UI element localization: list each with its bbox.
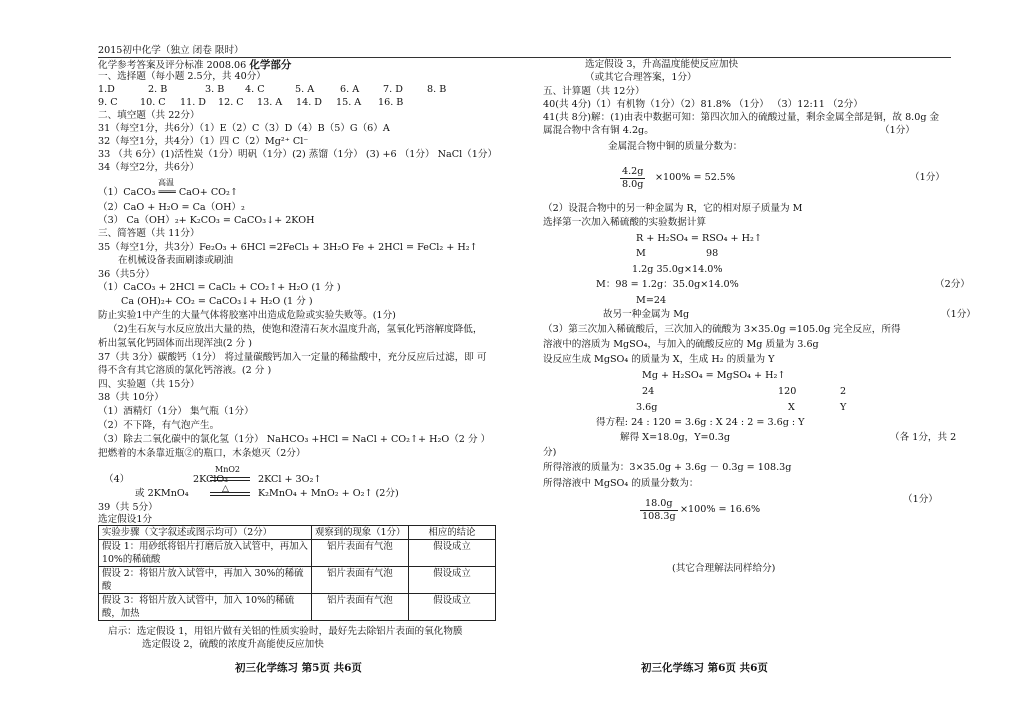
other-methods-note: (其它合理解法同样给分) bbox=[672, 563, 776, 574]
answer-36-1b: Ca (OH)₂+ CO₂ = CaCO₃↓+ H₂O (1 分 ) bbox=[121, 296, 313, 307]
answer-36-1: （1）CaCO₃ + 2HCl = CaCl₂ + CO₂↑+ H₂O (1 分 ) bbox=[98, 282, 341, 293]
fraction-numerator: 18.0g bbox=[640, 498, 678, 511]
section-4-title: 四、实验题（共 15分） bbox=[98, 379, 200, 390]
mc-answer: 3. B bbox=[205, 84, 225, 95]
fraction-result: ×100% = 16.6% bbox=[680, 504, 761, 515]
answer-41: 41(共 8分)解：(1)由表中数据可知：第四次加入的硫酸过量，剩余金属全部是铜，故 8.0g 金 bbox=[543, 112, 940, 123]
equation-2: Mg + H₂SO₄ = MgSO₄ + H₂↑ bbox=[642, 370, 786, 381]
score: （1分） bbox=[903, 494, 938, 505]
mc-answer: 11. D bbox=[180, 97, 206, 108]
answer-37: 37（共 3分）碳酸钙（1分） 将过量碳酸钙加入一定量的稀盐酸中，充分反应后过滤，即 可 bbox=[98, 352, 487, 363]
section-3-title: 三、简答题（共 11分） bbox=[98, 228, 200, 239]
answer-key-label: 化学参考答案及评分标准 2008.06 bbox=[98, 60, 247, 71]
answer-35: 35（每空1分，共3分）Fe₂O₃ + 6HCl =2FeCl₃ + 3H₂O Fe + 2HCl = FeCl₂ + H₂↑ bbox=[98, 242, 478, 253]
score: （1分） bbox=[910, 172, 945, 183]
answer-36-3: （2)生石灰与水反应放出大量的热，使饱和澄清石灰水温度升高，氢氧化钙溶解度降低， bbox=[108, 324, 483, 335]
equation-4: 解得 X=18.0g，Y=0.3g bbox=[620, 432, 730, 443]
mc-answer: 1.D bbox=[98, 84, 115, 95]
fraction-copy bbox=[620, 166, 645, 191]
answer-36: 36（共5分） bbox=[98, 269, 155, 280]
answer-41-h: 设反应生成 MgSO₄ 的质量为 X，生成 H₂ 的质量为 Y bbox=[543, 354, 775, 365]
equation-3: 得方程: 24 : 120 = 3.6g : X 24 : 2 = 3.6g : Y bbox=[596, 417, 805, 428]
equation-product: 2KCl + 3O₂↑ bbox=[258, 474, 322, 485]
score: （1分） bbox=[880, 125, 915, 136]
equation-2-value: 24 bbox=[642, 386, 655, 397]
M-value: M=24 bbox=[636, 295, 667, 306]
catalyst-label: MnO2 bbox=[215, 465, 240, 474]
equation-2-value: 3.6g bbox=[636, 402, 658, 413]
fraction-numerator: 4.2g bbox=[622, 166, 644, 177]
table-header: 观察到的现象（1分） bbox=[312, 526, 409, 540]
answer-38-2: （2）不下降，有气泡产生。 bbox=[98, 420, 220, 431]
equation-line bbox=[210, 495, 250, 496]
equation-2-value: Y bbox=[840, 402, 847, 413]
answer-38-3: （3）除去二氧化碳中的氯化氢（1分） NaHCO₃ +HCl = NaCl + CO₂↑+ H₂O（2 分 ） bbox=[98, 434, 491, 445]
mc-answer: 12. C bbox=[218, 97, 244, 108]
mc-answer: 4. C bbox=[245, 84, 265, 95]
table-row bbox=[99, 594, 496, 621]
answer-41-e: 选择第一次加入稀硫酸的实验数据计算 bbox=[543, 217, 707, 228]
solution-mass: 所得溶液的质量为：3×35.0g + 3.6g － 0.3g = 108.3g bbox=[543, 462, 792, 473]
metal-conclusion: 故另一种金属为 Mg bbox=[603, 309, 690, 320]
answer-38: 38（共 10分） bbox=[98, 392, 164, 403]
answer-36-2: 防止实验1中产生的大量气体将胶塞冲出造成危险或实验失败等。(1分) bbox=[98, 310, 396, 321]
table-cell: 假设 2：将铝片放入试管中，再加入 30%的稀硫酸 bbox=[99, 567, 312, 594]
table-header-row bbox=[99, 526, 496, 540]
score: （2分） bbox=[935, 279, 970, 290]
equation-alt-reactant: 或 2KMnO₄ bbox=[135, 488, 189, 499]
table-header: 实验步骤（文字叙述或图示均可）（2分） bbox=[99, 526, 312, 540]
section-1-title: 一、选择题（每小题 2.5分，共 40分） bbox=[98, 71, 266, 82]
answer-34-3: （3） Ca（OH）₂+ K₂CO₃ = CaCO₃↓+ 2KOH bbox=[98, 215, 315, 226]
answer-35-b: 在机械设备表面刷漆或刷油 bbox=[118, 255, 234, 266]
equation-line bbox=[210, 477, 250, 478]
answer-38-1: （1）酒精灯（1分） 集气瓶（1分） bbox=[98, 406, 254, 417]
right-line-2: （或其它合理答案，1分） bbox=[585, 72, 697, 83]
experiment-table bbox=[98, 525, 496, 621]
table-cell: 假设 1：用砂纸将铝片打磨后放入试管中，再加入 10%的稀硫酸 bbox=[99, 540, 312, 567]
chemistry-part-label: 化学部分 bbox=[249, 59, 292, 71]
answer-36-4: 析出氢氧化钙固体而出现浑浊(2 分 ) bbox=[98, 338, 253, 349]
table-cell: 铝片表面有气泡 bbox=[312, 567, 409, 594]
answer-34-1: （1）CaCO₃ ═══ CaO+ CO₂↑ bbox=[98, 187, 238, 198]
answer-32: 32（每空1分，共4分）（1）四 C（2）Mg²⁺ Cl⁻ bbox=[98, 136, 309, 147]
table-row bbox=[99, 567, 496, 594]
hint-2: 选定假设 2，硫酸的浓度升高能使反应加快 bbox=[142, 639, 324, 650]
answer-39-a: 选定假设1分 bbox=[98, 514, 153, 525]
mc-answer: 14. D bbox=[296, 97, 322, 108]
table-cell: 假设成立 bbox=[409, 540, 496, 567]
answer-41-b: 属混合物中含有铜 4.2g。 bbox=[543, 125, 654, 136]
table-cell: 假设成立 bbox=[409, 567, 496, 594]
equation-2-value: 2 bbox=[840, 386, 847, 397]
equation-1-M: M bbox=[636, 248, 646, 259]
ratio-1: M：98 = 1.2g：35.0g×14.0% bbox=[596, 279, 739, 290]
mc-answer: 10. C bbox=[140, 97, 166, 108]
answer-37-b: 得不含有其它溶质的氯化钙溶液。(2 分 ) bbox=[98, 365, 272, 376]
answer-41-g: 溶液中的溶质为 MgSO₄，与加入的硫酸反应的 Mg 质量为 3.6g bbox=[543, 339, 819, 350]
mc-answer: 6. A bbox=[340, 84, 360, 95]
answer-38-4-label: （4） bbox=[104, 474, 130, 485]
mc-answer: 15. A bbox=[336, 97, 362, 108]
fraction-denominator: 108.3g bbox=[642, 511, 676, 522]
mc-answer: 9. C bbox=[98, 97, 118, 108]
table-cell: 铝片表面有气泡 bbox=[312, 540, 409, 567]
mc-answer: 13. A bbox=[257, 97, 283, 108]
equation-reactant: 2KClO₃ bbox=[193, 474, 229, 485]
equation-1-mass: 1.2g 35.0g×14.0% bbox=[632, 264, 723, 275]
hint-1: 启示：选定假设 1，用铝片做有关铝的性质实验时，最好先去除铝片表面的氧化物膜 bbox=[108, 626, 463, 637]
right-line-1: 选定假设 3，升高温度能使反应加快 bbox=[585, 59, 739, 70]
solution-fraction-label: 所得溶液中 MgSO₄ 的质量分数为： bbox=[543, 478, 699, 489]
footer-right: 初三化学练习 第6页 共6页 bbox=[641, 662, 768, 674]
reaction-condition: 高温 bbox=[158, 178, 174, 187]
table-cell: 假设成立 bbox=[409, 594, 496, 621]
equation-alt-product: K₂MnO₄ + MnO₂ + O₂↑ (2分) bbox=[258, 488, 399, 499]
footer-left: 初三化学练习 第5页 共6页 bbox=[235, 662, 362, 674]
answer-41-c: 金属混合物中铜的质量分数为： bbox=[608, 141, 743, 152]
answer-41-d: （2）设混合物中的另一种金属为 R，它的相对原子质量为 M bbox=[543, 203, 803, 214]
section-5-title: 五、计算题（共 12分） bbox=[543, 86, 645, 97]
header-rule bbox=[98, 57, 951, 58]
answer-31: 31（每空1分，共6分）（1）E（2）C（3）D（4）B（5）G（6）A bbox=[98, 123, 390, 134]
heat-triangle-icon: △ bbox=[222, 484, 229, 494]
mc-answer: 2. B bbox=[148, 84, 168, 95]
mc-answer: 7. D bbox=[383, 84, 403, 95]
table-header: 相应的结论 bbox=[409, 526, 496, 540]
equation-line bbox=[210, 492, 250, 493]
fraction-denominator: 8.0g bbox=[622, 179, 644, 190]
section-2-title: 二、填空题（共 22分） bbox=[98, 110, 200, 121]
table-cell: 假设 3：将铝片放入试管中，加入 10%的稀硫酸，加热 bbox=[99, 594, 312, 621]
score-cont: 分) bbox=[543, 447, 557, 458]
equation-1-98: 98 bbox=[706, 248, 719, 259]
answer-34-2: （2）CaO + H₂O = Ca（OH）₂ bbox=[98, 202, 245, 213]
answer-38-3b: 把燃着的木条靠近瓶②的瓶口，木条熄灭（2分） bbox=[98, 448, 306, 459]
answer-41-f: （3）第三次加入稀硫酸后，三次加入的硫酸为 3×35.0g =105.0g 完全反应，所得 bbox=[543, 324, 901, 335]
mc-answer: 16. B bbox=[378, 97, 404, 108]
table-cell: 铝片表面有气泡 bbox=[312, 594, 409, 621]
answer-34: 34（每空2分，共6分） bbox=[98, 162, 200, 173]
equation-1: R + H₂SO₄ = RSO₄ + H₂↑ bbox=[636, 233, 762, 244]
answer-39: 39（共 5分） bbox=[98, 502, 158, 513]
answer-33: 33 （共 6分）(1)活性炭（1分）明矾（1分）(2) 蒸馏（1分） (3) +6 （1分） NaCl（1分） bbox=[98, 149, 498, 160]
score: （1分） bbox=[941, 309, 976, 320]
fraction-result: ×100% = 52.5% bbox=[655, 172, 736, 183]
equation-line bbox=[210, 480, 250, 481]
equation-2-value: X bbox=[788, 402, 795, 413]
mc-answer: 8. B bbox=[427, 84, 447, 95]
fraction-mgso4 bbox=[640, 498, 678, 523]
equation-2-value: 120 bbox=[778, 386, 797, 397]
score: （各 1分，共 2 bbox=[890, 432, 957, 443]
header-title: 2015初中化学（独立 闭卷 限时） bbox=[98, 45, 244, 56]
mc-answer: 5. A bbox=[295, 84, 315, 95]
table-row bbox=[99, 540, 496, 567]
answer-40: 40(共 4分)（1）有机物（1分）（2）81.8% （1分） （3）12:11 （2分） bbox=[543, 99, 863, 110]
